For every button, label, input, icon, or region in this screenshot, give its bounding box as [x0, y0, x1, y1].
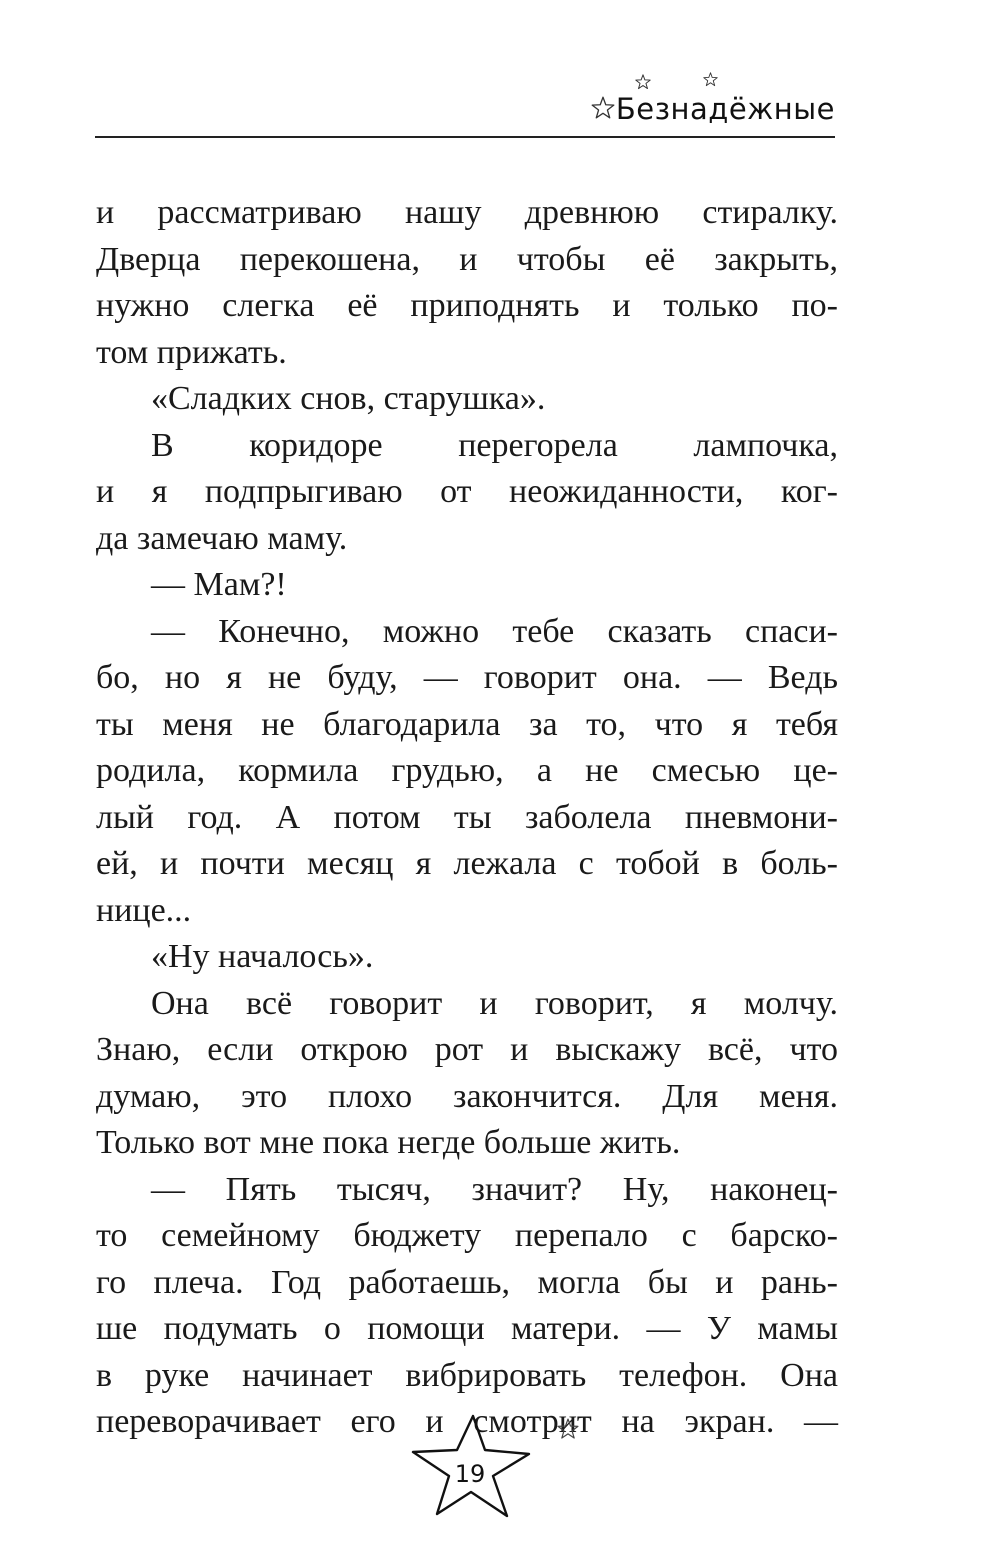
text-line: ты меня не благодарила за то, что я тебя	[96, 705, 838, 743]
star-doodle-icon	[635, 74, 651, 90]
text-line: Только вот мне пока негде больше жить.	[96, 1124, 681, 1161]
text-line: родила, кормила грудью, а не смесью це-	[96, 752, 838, 789]
text-line: то семейному бюджету перепало с барско-	[96, 1217, 838, 1254]
text-line: Она всё говорит и говорит, я молчу.	[151, 984, 838, 1022]
text-line: нужно слегка её приподнять и только по-	[96, 287, 838, 324]
text-line: Дверца перекошена, и чтобы её закрыть,	[96, 240, 838, 278]
running-head	[95, 60, 835, 138]
text-line: ше подумать о помощи матери. — У мамы	[96, 1310, 838, 1347]
text-line: «Ну началось».	[151, 938, 374, 975]
text-line: — Мам?!	[151, 566, 287, 603]
star-doodle-icon	[557, 1418, 579, 1440]
text-line: да замечаю маму.	[96, 519, 348, 557]
header-rule	[95, 136, 835, 138]
text-line: том прижать.	[96, 333, 287, 371]
text-line: думаю, это плохо закончится. Для меня.	[96, 1077, 838, 1115]
text-line: ей, и почти месяц я лежала с тобой в боль-	[96, 845, 838, 882]
text-line: нице...	[96, 891, 192, 929]
text-line: бо, но я не буду, — говорит она. — Ведь	[96, 659, 838, 696]
text-line: и рассматриваю нашу древнюю стиралку.	[96, 194, 838, 231]
star-doodle-icon	[591, 96, 615, 120]
text-line: го плеча. Год работаешь, могла бы и рань-	[96, 1263, 838, 1301]
page-number: 19	[454, 1460, 486, 1488]
text-line: «Сладких снов, старушка».	[151, 380, 546, 417]
text-line: Знаю, если открою рот и выскажу всё, что	[96, 1031, 838, 1068]
body-text	[96, 190, 838, 1446]
text-line: переворачивает его и смотрит на экран. —	[96, 1403, 838, 1440]
text-line: и я подпрыгиваю от неожиданности, ког-	[96, 473, 838, 510]
text-line: В коридоре перегорела лампочка,	[151, 426, 838, 464]
star-doodle-icon	[703, 72, 718, 87]
text-line: в руке начинает вибрировать телефон. Она	[96, 1356, 838, 1394]
text-line: лый год. А потом ты заболела пневмони-	[96, 798, 838, 836]
text-line: — Конечно, можно тебе сказать спаси-	[151, 612, 838, 650]
text-line: — Пять тысяч, значит? Ну, наконец-	[151, 1170, 838, 1208]
running-head-title: Безнадёжные	[615, 92, 835, 126]
